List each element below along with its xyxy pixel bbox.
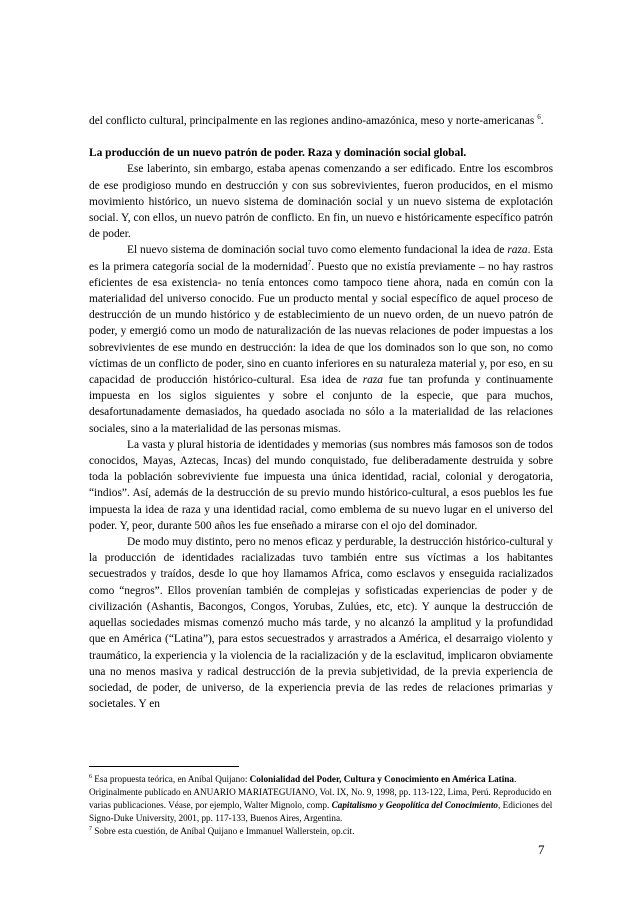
footnote-6 [89, 773, 553, 825]
footnote-7 [89, 825, 553, 838]
paragraph-continuation [89, 113, 553, 129]
page-number: 7 [538, 842, 545, 857]
punctuation: . [540, 115, 544, 127]
document-body [89, 113, 553, 712]
paragraph-2 [89, 242, 553, 436]
footnote-separator [89, 766, 239, 767]
paragraph-text: El nuevo sistema de dominación social tuvo como elemento fundacional la idea de [127, 244, 505, 257]
footnote-text: . Originalmente publicado en ANUARIO MARIATEGUIANO, Vol. IX, No. 9, 1998, pp. 113-122, Lima, Perú. Reproducido en varias publicaciones. Véase, por ejemplo, Walter Mignolo, comp. [89, 774, 552, 810]
footnote-title-bold: Colonialidad del Poder, Cultura y Conocimiento en América Latina [249, 774, 514, 784]
footnote-number: 7 [89, 826, 92, 832]
footnote-title-bold-italic: Capitalismo y Geopolítica del Conocimiento [331, 800, 498, 810]
section-heading: La producción de un nuevo patrón de poder. Raza y dominación social global. [89, 147, 467, 160]
italic-term: raza [507, 244, 528, 257]
paragraph-4: De modo muy distinto, pero no menos eficaz y perdurable, la destrucción histórico-cultural y la producción de identidades racializadas tuvo también entre sus víctimas a los habitantes secuestrados y traídos, desde lo que hoy llamamos Africa, como esclavos y enseguida racializados como “negros”. Ellos provenían también de complejas y sofisticadas experiencias de poder y de civilización (Ashantis, Bacongos, Congos, Yorubas, Zulúes, etc, etc). Y aunque la destrucción de aquellas sociedades mismas comenzó mucho más tarde, y no alcanzó la amplitud y la profundidad que en América (“Latina”), para estos secuestrados y arrastrados a América, el desarraigo violento y traumático, la experiencia y la violencia de la racialización y de la esclavitud, implicaron obviamente una no menos masiva y radical destrucción de la previa subjetividad, de la previa experiencia de sociedad, de poder, de universo, de la experiencia previa de las redes de relaciones primarias y societales. Y en [89, 536, 553, 711]
paragraph-text: . Puesto que no existía previamente – no hay rastros eficientes de esa existencia- no tenía entonces como tampoco tiene ahora, nada en común con la materialidad del universo conocido. Fue un producto mental y social específico de aquel proceso de destrucción de un mundo histórico y de establecimiento de un nuevo orden, de un nuevo patrón de poder, y emergió como un modo de naturalización de las nuevas relaciones de poder impuestas a los sobrevivientes de ese mundo en destrucción: la idea de que los dominados son lo que son, no como víctimas de un conflicto de poder, sino en cuanto inferiores en su naturaleza material y, por eso, en su capacidad de producción histórico-cultural. Esa idea de [89, 260, 553, 387]
footnote-number: 6 [89, 774, 92, 780]
footnotes [89, 773, 553, 838]
paragraph-text: fue tan profunda y continuamente impuesta en los siglos siguientes y sobre el conjunto de la especie, que para muchos, desafortunadamente demasiados, ha quedado asociada no sólo a la materialidad de las relaciones sociales, sino a la materialidad de las personas mismas. [89, 374, 554, 435]
paragraph-text: del conflicto cultural, principalmente en las regiones andino-amazónica, meso y norte-americanas [89, 115, 535, 127]
footnote-ref-7[interactable]: 7 [307, 258, 312, 267]
footnote-text: Sobre esta cuestión, de Aníbal Quijano e Immanuel Wallerstein, op.cit. [94, 826, 355, 836]
footnote-text: , Ediciones del Signo-Duke University, 2001, pp. 117-133, Buenos Aires, Argentina. [89, 800, 553, 823]
paragraph-1: Ese laberinto, sin embargo, estaba apenas comenzando a ser edificado. Entre los escombros de ese prodigioso mundo en destrucción y con sus sobrevivientes, fueron producidos, en el mismo movimiento histórico, un nuevo sistema de dominación social y un nuevo sistema de explotación social. Y, con ellos, un nuevo patrón de conflicto. En fin, un nuevo e históricamente específico patrón de poder. [89, 163, 553, 241]
footnote-text: Esa propuesta teórica, en Aníbal Quijano: [94, 774, 248, 784]
italic-term: raza [362, 374, 383, 387]
paragraph-text: . Esta es la primera categoría social de la modernidad [89, 244, 553, 273]
paragraph-3: La vasta y plural historia de identidades y memorias (sus nombres más famosos son de todos conocidos, Mayas, Aztecas, Incas) del mundo conquistado, fue deliberadamente destruida y sobre toda la población sobreviviente fue impuesta una única identidad, racial, colonial y derogatoria, “indios”. Así, además de la destrucción de su previo mundo histórico-cultural, a esos pueblos les fue impuesta la idea de raza y una identidad racial, como emblema de su nuevo lugar en el universo del poder. Y, peor, durante 500 años les fue enseñado a mirarse con el ojo del dominador. [89, 438, 553, 532]
footnote-ref-6[interactable]: 6 [537, 113, 541, 121]
